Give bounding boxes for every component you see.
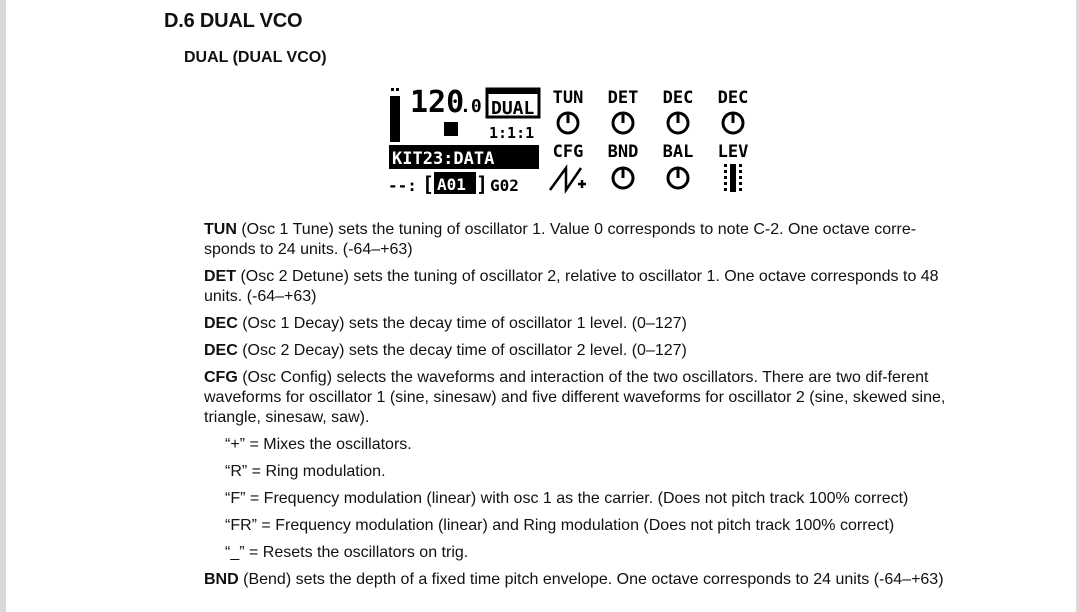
lcd-machine-name: DUAL bbox=[491, 98, 535, 119]
cfg-option: “_” = Resets the oscillators on trig. bbox=[225, 544, 469, 561]
param-description: (Osc 1 Tune) sets the tuning of oscillator 1. Value 0 corresponds to note C-2. One octave corre-sponds to 24 units. (-64–+63) bbox=[204, 221, 917, 258]
parameter-list bbox=[204, 220, 964, 597]
param-description: (Bend) sets the depth of a fixed time pitch envelope. One octave corresponds to 24 units (-64–+63) bbox=[238, 571, 944, 588]
param-description: (Osc Config) selects the waveforms and interaction of the two oscillators. There are two dif-ferent waveforms for oscillator 1 (sine, sinesaw) and five different waveforms for oscillator 2 (sine, skewed sine, triangle, sinesaw, saw). bbox=[204, 369, 946, 426]
param-term: DEC bbox=[204, 315, 238, 332]
lcd-param-label: DET bbox=[607, 88, 639, 108]
lcd-waveform-icon bbox=[550, 168, 586, 190]
param-det bbox=[204, 267, 964, 307]
lcd-pattern-prefix: --: bbox=[388, 176, 417, 195]
param-description: (Osc 1 Decay) sets the decay time of oscillator 1 level. (0–127) bbox=[237, 315, 687, 332]
cfg-option: “FR” = Frequency modulation (linear) and Ring modulation (Does not pitch track 100% correct) bbox=[225, 517, 895, 534]
param-description: (Osc 2 Detune) sets the tuning of oscillator 2, relative to oscillator 1. One octave corresponds to 48 units. (-64–+63) bbox=[204, 268, 939, 305]
cfg-option: “+” = Mixes the oscillators. bbox=[225, 436, 412, 453]
param-term: DEC bbox=[204, 342, 238, 359]
lcd-pattern: A01 bbox=[437, 175, 466, 194]
lcd-screen bbox=[386, 84, 756, 200]
lcd-level-meter-icon bbox=[724, 164, 742, 192]
cfg-option: “F” = Frequency modulation (linear) with osc 1 as the carrier. (Does not pitch track 100% correct) bbox=[225, 490, 909, 507]
lcd-ratio: 1:1:1 bbox=[489, 124, 535, 142]
svg-text:[: [ bbox=[422, 172, 435, 196]
lcd-kit-name: KIT23:DATA bbox=[392, 149, 495, 169]
param-term: DET bbox=[204, 268, 236, 285]
subsection-title: DUAL (DUAL VCO) bbox=[184, 49, 327, 66]
lcd-param-label: BAL bbox=[662, 142, 694, 162]
lcd-param-label: DEC bbox=[662, 88, 694, 108]
page-edge-left bbox=[0, 0, 6, 612]
lcd-param-label: CFG bbox=[552, 142, 584, 162]
lcd-param-label: BND bbox=[607, 142, 639, 162]
lcd-tempo: 120 bbox=[410, 85, 465, 120]
lcd-block bbox=[444, 122, 458, 136]
param-term: TUN bbox=[204, 221, 237, 238]
lcd-pattern-next: G02 bbox=[490, 176, 519, 195]
section-title: D.6 DUAL VCO bbox=[164, 10, 303, 32]
param-term: CFG bbox=[204, 369, 238, 386]
param-cfg bbox=[204, 368, 964, 428]
param-term: BND bbox=[204, 571, 239, 588]
lcd-dot bbox=[396, 88, 399, 91]
lcd-tempo-decimal: .0 bbox=[460, 96, 482, 117]
param-tun bbox=[204, 220, 964, 260]
lcd-param-label: LEV bbox=[717, 142, 749, 162]
cfg-option: “R” = Ring modulation. bbox=[225, 463, 386, 480]
svg-text:]: ] bbox=[476, 172, 489, 196]
lcd-level-bar bbox=[390, 96, 400, 142]
lcd-dot bbox=[391, 88, 394, 91]
lcd-param-label: DEC bbox=[717, 88, 749, 108]
param-bnd bbox=[204, 570, 964, 590]
lcd-param-label: TUN bbox=[552, 88, 584, 108]
param-dec-1 bbox=[204, 314, 964, 334]
param-description: (Osc 2 Decay) sets the decay time of oscillator 2 level. (0–127) bbox=[237, 342, 687, 359]
param-dec-2 bbox=[204, 341, 964, 361]
